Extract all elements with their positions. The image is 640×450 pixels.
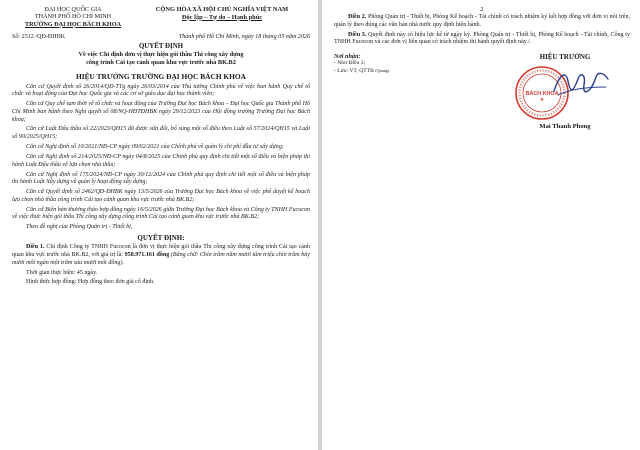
org-line-2: THÀNH PHỐ HỒ CHÍ MINH bbox=[34, 13, 112, 21]
recipient-2-text: - Lưu: VT, QTTB bbox=[334, 68, 374, 75]
legal-basis-7: Căn cứ Quyết định số 2462/QĐ-ĐHBK ngày 13/5/2026 của Trường Đại học Bách khoa về việc phê duyệt kế hoạch lựa chọn nhà thầu công trình Cải tạo cảnh quan khu vực trước nhà BK.B2; bbox=[12, 189, 310, 203]
recipient-1: - Như Điều 3; bbox=[334, 60, 366, 67]
article-2-text: Phòng Quản trị - Thiết bị, Phòng Kế hoạch - Tài chính có trách nhiệm ký kết hợp đồng với đơn vị nói trên, quản lý theo đúng các văn bản nhà nước quy định hiện hành. bbox=[334, 14, 630, 28]
proposal-note: Theo đề nghị của Phòng Quản trị - Thiết bị, bbox=[26, 224, 133, 231]
legal-basis-2: Căn cứ Quy chế tạm thời về tổ chức và hoạt động của Trường Đại học Bách khoa – Đại học Quốc gia Thành phố Hồ Chí Minh ban hành theo Nghị quyết số 08/NQ-HĐTĐHBK ngày 29/12/2023 của Hội đồng trường Trường Đại học Bách khoa; bbox=[12, 101, 310, 123]
article-3-label: Điều 3. bbox=[348, 31, 367, 38]
document-title: QUYẾT ĐỊNH bbox=[138, 42, 184, 50]
article-1-text: Chỉ định Công ty TNHH Fucocon là đơn vị thực hiện gói thầu Thi công xây dựng công trình Cải tạo cảnh quan khu vực trước nhà BK.B2, với giá trị là: bbox=[12, 244, 310, 258]
article-3-text: Quyết định này có hiệu lực kể từ ngày ký. Phòng Quản trị - Thiết bị, Phòng Kế hoạch - Tài chính, Công ty TNHH Fucocon và các đơn vị liên quan có trách nhiệm thi hành quyết định này./. bbox=[334, 31, 630, 46]
article-2-label: Điều 2. bbox=[348, 14, 367, 20]
place-date: Thành phố Hồ Chí Minh, ngày 18 tháng 05 năm 2026 bbox=[178, 33, 310, 40]
recipient-2 bbox=[334, 67, 474, 75]
issuing-authority: HIỆU TRƯỞNG TRƯỜNG ĐẠI HỌC BÁCH KHOA bbox=[76, 71, 246, 81]
legal-basis-5: Căn cứ Nghị định số 214/2025/NĐ-CP ngày 04/8/2025 của Chính phủ quy định chi tiết một số điều và biện pháp thi hành Luật Đấu thầu về lựa chọn nhà thầu; bbox=[12, 153, 310, 168]
contract-form: Hình thức hợp đồng: Hợp đồng theo đơn giá cố định. bbox=[26, 279, 155, 286]
contract-amount: 958.971.161 đồng bbox=[124, 251, 170, 258]
article-2 bbox=[334, 14, 630, 29]
decision-heading: QUYẾT ĐỊNH: bbox=[137, 234, 185, 243]
document-page-2 bbox=[322, 0, 640, 450]
legal-basis-4: Căn cứ Nghị định số 10/2021/NĐ-CP ngày 09/02/2021 của Chính phủ về quản lý chi phí đầu tư xây dựng; bbox=[26, 144, 284, 151]
article-3 bbox=[334, 32, 630, 47]
article-1-label: Điều 1. bbox=[26, 244, 45, 251]
recipient-2-note: (Quang). bbox=[375, 68, 391, 74]
legal-basis-1: Căn cứ Quyết định số 26/2014/QĐ-TTg ngày 26/03/2014 của Thủ tướng Chính phủ về việc ban hành Quy chế tổ chức và hoạt động của Đại học Quốc gia và các cơ sở giáo dục đại học thành viên; bbox=[12, 83, 310, 98]
nation-line-2: Độc lập – Tự do – Hạnh phúc bbox=[181, 13, 263, 21]
recipients-label: Nơi nhận: bbox=[334, 53, 361, 60]
nation-line-1: CỘNG HÒA XÃ HỘI CHỦ NGHĨA VIỆT NAM bbox=[155, 6, 289, 13]
issuing-organization bbox=[12, 6, 134, 28]
page-number: 2 bbox=[480, 6, 484, 13]
signature-block bbox=[500, 53, 630, 163]
svg-text:★: ★ bbox=[539, 97, 545, 103]
document-subtitle-line-1: Về việc Chỉ định đơn vị thực hiện gói thầu Thi công xây dựng bbox=[78, 51, 244, 59]
document-subtitle-line-2: công trình Cải tạo cảnh quan khu vực trước nhà BK.B2 bbox=[86, 58, 236, 66]
execution-duration: Thời gian thực hiện: 45 ngày. bbox=[26, 269, 98, 276]
legal-basis-6: Căn cứ Nghị định số 175/2024/NĐ-CP ngày 30/12/2024 của Chính phủ quy định chi tiết một số điều và biện pháp thi hành Luật Xây dựng về quản lý hoạt động xây dựng; bbox=[12, 171, 310, 186]
document-page-1 bbox=[0, 0, 318, 450]
number-date-row bbox=[12, 33, 310, 41]
seal-text: BÁCH KHOA bbox=[525, 91, 559, 97]
legal-basis-3: Căn cứ Luật Đấu thầu số 22/2023/QH15 đã được sửa đổi, bổ sung một số điều theo Luật số 57/2024/QH15 và Luật số 90/2025/QH15; bbox=[12, 126, 310, 141]
document-header bbox=[12, 6, 310, 28]
national-motto bbox=[134, 6, 310, 21]
recipients-block bbox=[334, 53, 474, 163]
amount-in-words: (Bằng chữ: Chín trăm năm mươi tám triệu chín trăm bảy mươi mốt ngàn một trăm sáu mươi mốt đồng). bbox=[12, 251, 310, 266]
org-line-1: ĐẠI HỌC QUỐC GIA bbox=[44, 6, 102, 13]
legal-basis-8: Căn cứ Biên bản thương thảo hợp đồng ngày 16/5/2026 giữa Trường Đại học Bách khoa và Công ty TNHH Fucocon về việc thực hiện gói thầu Thi công xây dựng công trình Cải tạo cảnh quan khu vực trước nhà BK.B2; bbox=[12, 206, 310, 221]
signer-title: HIỆU TRƯỞNG bbox=[539, 53, 591, 61]
handwritten-signature bbox=[550, 65, 612, 105]
document-number: Số: 2512 /QĐ-ĐHBK bbox=[12, 33, 66, 40]
document-footer bbox=[334, 53, 630, 163]
org-line-3: TRƯỜNG ĐẠI HỌC BÁCH KHOA bbox=[24, 20, 122, 28]
article-1 bbox=[12, 244, 310, 267]
signer-name: Mai Thanh Phong bbox=[539, 123, 591, 130]
